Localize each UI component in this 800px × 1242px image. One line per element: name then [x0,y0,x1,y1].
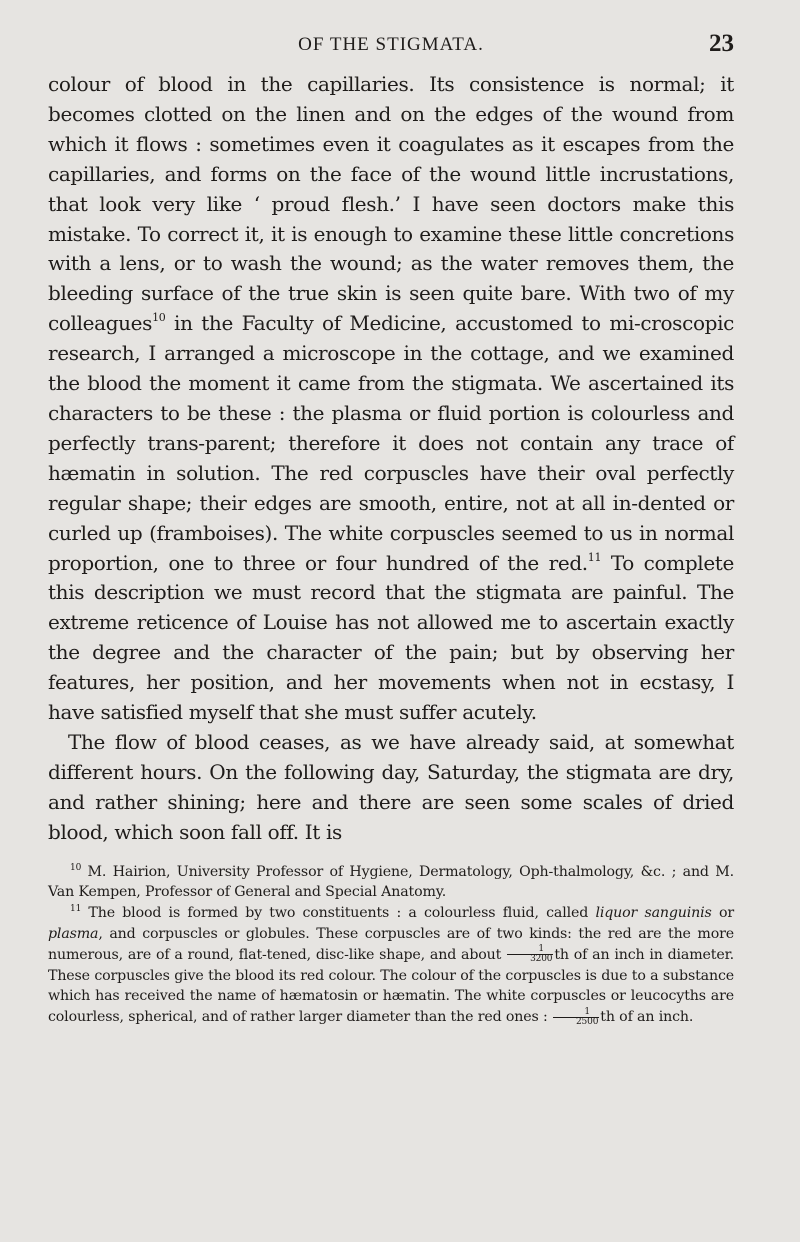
fraction-white-diameter [553,1008,599,1027]
footnote-11-text-3: , and corpuscles or globules. These corpuscles are of two kinds: the red are the more numerous, are of a round, flat-tened, disc-like shape, and about [48,925,734,963]
paragraph-1-part-1: colour of blood in the capillaries. Its consistence is normal; it becomes clotted on the linen and on the edges of the wound from which it flows : sometimes even it coagulates as it escapes from the capillaries, and forms on the face of the wound little incrustations, that look very like ‘ proud flesh.’ I have seen doctors make this mistake. To correct it, it is enough to examine these little concretions with a lens, or to wash the wound; as the water removes them, the bleeding surface of the true skin is seen quite bare. With two of my colleagues [48,72,734,336]
footnote-ref-10: 10 [152,311,166,325]
footnote-11-text-2: or [711,905,734,922]
paragraph-1 [48,70,734,728]
main-text [48,70,734,848]
fraction-red-denominator: 3200 [530,954,553,965]
footnote-10-marker: 10 [70,862,82,873]
fraction-white-numerator: 1 [553,1008,599,1018]
footnote-10 [48,862,734,904]
page-header [48,30,734,64]
footnote-11-term-liquor: liquor sanguinis [595,905,712,922]
footnotes [48,862,734,1028]
footnote-11 [48,903,734,1028]
paragraph-2: The flow of blood ceases, as we have already said, at somewhat different hours. On the following day, Saturday, the stigmata are dry, and rather shining; here and there are seen some scales of dried blood, which soon fall off. It is [48,729,734,844]
fraction-red-diameter [507,945,553,964]
footnote-11-text-1: The blood is formed by two constituents : a colourless fluid, called [81,905,596,922]
footnote-10-text: M. Hairion, University Professor of Hygiene, Dermatology, Oph-thalmology, &c. ; and M. Van Kempen, Professor of General and Special Anatomy. [48,863,734,901]
footnote-11-text-4: th of an inch in diameter. These corpuscles give the blood its red colour. The colour of the corpuscles is due to a substance which has received the name of hæmatosin or hæmatin. The white corpuscles or leucocyths are colourless, spherical, and of rather larger diameter than the red ones : [48,946,734,1026]
running-head: OF THE STIGMATA. [298,34,484,55]
footnote-11-text-5: th of an inch. [600,1009,694,1026]
footnote-ref-11: 11 [587,550,602,564]
fraction-white-denominator: 2500 [575,1016,599,1027]
fraction-red-numerator: 1 [507,945,553,955]
page-number: 23 [709,30,734,57]
footnote-11-marker: 11 [70,904,82,915]
paragraph-1-part-2: in the Faculty of Medicine, accustomed to mi-croscopic research, I arranged a microscope in the cottage, and we examined the blood the moment it came from the stigmata. We ascertained its characters to be these : the plasma or fluid portion is colourless and perfectly trans-parent; therefore it does not contain any trace of hæmatin in solution. The red corpuscles have their oval perfectly regular shape; their edges are smooth, entire, not at all in-dented or curled up (framboises). The white corpuscles seemed to us in normal proportion, one to three or four hundred of the red. [48,311,734,575]
paragraph-1-part-3: To complete this description we must record that the stigmata are painful. The extreme reticence of Louise has not allowed me to ascertain exactly the degree and the character of the pain; but by observing her features, her position, and her movements when not in ecstasy, I have satisfied myself that she must suffer acutely. [48,550,734,725]
footnote-11-term-plasma: plasma [48,925,99,942]
